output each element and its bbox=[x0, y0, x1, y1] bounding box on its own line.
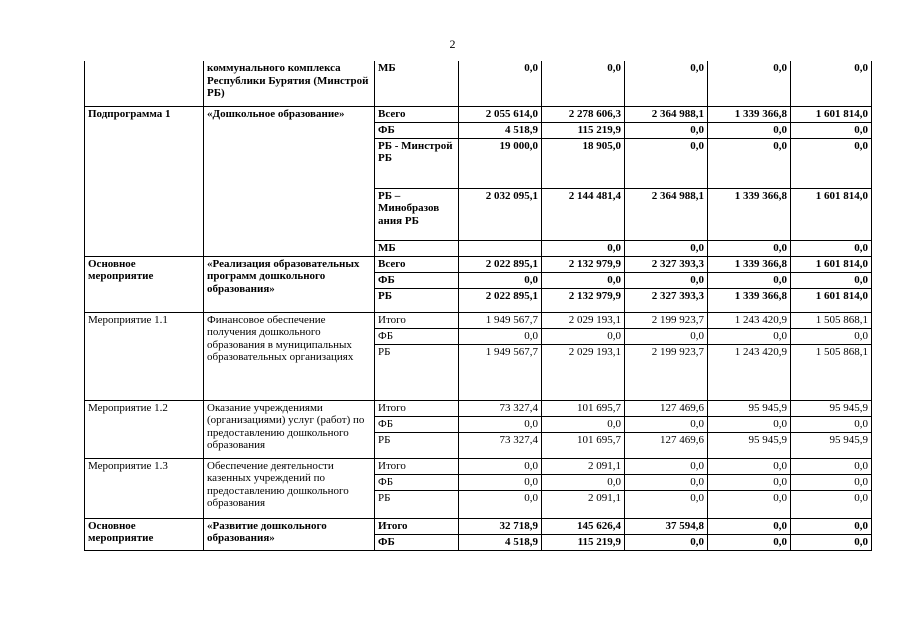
amount-cell-2: 145 626,4 bbox=[542, 518, 625, 534]
amount-cell-1: 0,0 bbox=[459, 272, 542, 288]
budget-table-body bbox=[85, 61, 872, 550]
amount-cell-1 bbox=[459, 240, 542, 256]
amount-cell-5: 0,0 bbox=[791, 534, 872, 550]
page-number: 2 bbox=[449, 37, 456, 51]
table-row bbox=[85, 312, 872, 328]
program-level-cell: Основное мероприятие bbox=[85, 256, 204, 312]
amount-cell-2: 2 132 979,9 bbox=[542, 288, 625, 312]
program-name-cell: Обеспечение деятельности казенных учреждений по предоставлению дошкольного образования bbox=[204, 458, 375, 518]
amount-cell-4: 0,0 bbox=[708, 490, 791, 518]
amount-cell-2: 0,0 bbox=[542, 328, 625, 344]
amount-cell-1: 0,0 bbox=[459, 416, 542, 432]
program-level-cell: Мероприятие 1.3 bbox=[85, 458, 204, 518]
amount-cell-2: 2 278 606,3 bbox=[542, 106, 625, 122]
amount-cell-1: 32 718,9 bbox=[459, 518, 542, 534]
amount-cell-5: 95 945,9 bbox=[791, 400, 872, 416]
amount-cell-1: 2 022 895,1 bbox=[459, 256, 542, 272]
amount-cell-4: 0,0 bbox=[708, 518, 791, 534]
amount-cell-4: 0,0 bbox=[708, 458, 791, 474]
amount-cell-1: 0,0 bbox=[459, 61, 542, 106]
funding-source-cell: РБ bbox=[375, 344, 459, 400]
amount-cell-4: 0,0 bbox=[708, 138, 791, 188]
amount-cell-5: 1 601 814,0 bbox=[791, 288, 872, 312]
amount-cell-4: 0,0 bbox=[708, 61, 791, 106]
amount-cell-5: 0,0 bbox=[791, 240, 872, 256]
program-name-cell: коммунального комплекса Республики Бурятия (Минстрой РБ) bbox=[204, 61, 375, 106]
amount-cell-1: 2 032 095,1 bbox=[459, 188, 542, 240]
funding-source-cell: Всего bbox=[375, 256, 459, 272]
amount-cell-1: 19 000,0 bbox=[459, 138, 542, 188]
table-row bbox=[85, 458, 872, 474]
amount-cell-3: 2 364 988,1 bbox=[625, 188, 708, 240]
amount-cell-4: 0,0 bbox=[708, 240, 791, 256]
amount-cell-5: 0,0 bbox=[791, 458, 872, 474]
amount-cell-3: 127 469,6 bbox=[625, 400, 708, 416]
amount-cell-3: 2 199 923,7 bbox=[625, 312, 708, 328]
program-level-cell: Подпрограмма 1 bbox=[85, 106, 204, 256]
funding-source-cell: МБ bbox=[375, 61, 459, 106]
amount-cell-2: 2 029 193,1 bbox=[542, 344, 625, 400]
amount-cell-4: 0,0 bbox=[708, 474, 791, 490]
funding-source-cell: Итого bbox=[375, 400, 459, 416]
funding-source-cell: Итого bbox=[375, 518, 459, 534]
program-level-cell: Мероприятие 1.1 bbox=[85, 312, 204, 400]
amount-cell-2: 0,0 bbox=[542, 474, 625, 490]
amount-cell-2: 115 219,9 bbox=[542, 534, 625, 550]
program-level-cell: Основное мероприятие bbox=[85, 518, 204, 550]
table-row bbox=[85, 61, 872, 106]
amount-cell-2: 2 091,1 bbox=[542, 458, 625, 474]
amount-cell-3: 2 364 988,1 bbox=[625, 106, 708, 122]
amount-cell-1: 0,0 bbox=[459, 474, 542, 490]
funding-source-cell: ФБ bbox=[375, 272, 459, 288]
funding-source-cell: ФБ bbox=[375, 122, 459, 138]
amount-cell-4: 0,0 bbox=[708, 416, 791, 432]
amount-cell-4: 0,0 bbox=[708, 122, 791, 138]
amount-cell-5: 0,0 bbox=[791, 272, 872, 288]
amount-cell-2: 2 144 481,4 bbox=[542, 188, 625, 240]
amount-cell-3: 0,0 bbox=[625, 534, 708, 550]
budget-table bbox=[84, 61, 872, 551]
funding-source-cell: МБ bbox=[375, 240, 459, 256]
amount-cell-2: 2 132 979,9 bbox=[542, 256, 625, 272]
amount-cell-5: 1 505 868,1 bbox=[791, 312, 872, 328]
amount-cell-2: 101 695,7 bbox=[542, 400, 625, 416]
funding-source-cell: ФБ bbox=[375, 474, 459, 490]
funding-source-cell: ФБ bbox=[375, 416, 459, 432]
funding-source-cell: РБ - Минстрой РБ bbox=[375, 138, 459, 188]
funding-source-cell: ФБ bbox=[375, 328, 459, 344]
funding-source-cell: РБ bbox=[375, 490, 459, 518]
amount-cell-3: 0,0 bbox=[625, 122, 708, 138]
amount-cell-4: 0,0 bbox=[708, 328, 791, 344]
amount-cell-4: 0,0 bbox=[708, 272, 791, 288]
amount-cell-2: 0,0 bbox=[542, 61, 625, 106]
amount-cell-2: 0,0 bbox=[542, 272, 625, 288]
amount-cell-4: 95 945,9 bbox=[708, 432, 791, 458]
program-name-cell: Финансовое обеспечение получения дошкольного образования в муниципальных образовательных организациях bbox=[204, 312, 375, 400]
funding-source-cell: Итого bbox=[375, 458, 459, 474]
amount-cell-1: 1 949 567,7 bbox=[459, 312, 542, 328]
table-row bbox=[85, 256, 872, 272]
amount-cell-3: 0,0 bbox=[625, 458, 708, 474]
table-row bbox=[85, 400, 872, 416]
amount-cell-5: 0,0 bbox=[791, 328, 872, 344]
table-row bbox=[85, 518, 872, 534]
funding-source-cell: РБ – Минобразов ания РБ bbox=[375, 188, 459, 240]
amount-cell-3: 127 469,6 bbox=[625, 432, 708, 458]
amount-cell-5: 0,0 bbox=[791, 474, 872, 490]
amount-cell-5: 1 505 868,1 bbox=[791, 344, 872, 400]
amount-cell-4: 1 243 420,9 bbox=[708, 344, 791, 400]
amount-cell-1: 4 518,9 bbox=[459, 122, 542, 138]
amount-cell-4: 1 339 366,8 bbox=[708, 288, 791, 312]
amount-cell-3: 2 327 393,3 bbox=[625, 256, 708, 272]
amount-cell-5: 0,0 bbox=[791, 490, 872, 518]
amount-cell-2: 18 905,0 bbox=[542, 138, 625, 188]
amount-cell-3: 0,0 bbox=[625, 328, 708, 344]
amount-cell-1: 0,0 bbox=[459, 490, 542, 518]
amount-cell-5: 1 601 814,0 bbox=[791, 106, 872, 122]
program-name-cell: Оказание учреждениями (организациями) услуг (работ) по предоставлению дошкольного образования bbox=[204, 400, 375, 458]
amount-cell-3: 0,0 bbox=[625, 490, 708, 518]
amount-cell-3: 0,0 bbox=[625, 61, 708, 106]
amount-cell-1: 1 949 567,7 bbox=[459, 344, 542, 400]
amount-cell-3: 0,0 bbox=[625, 138, 708, 188]
amount-cell-1: 2 055 614,0 bbox=[459, 106, 542, 122]
amount-cell-5: 95 945,9 bbox=[791, 432, 872, 458]
program-name-cell: «Реализация образовательных программ дошкольного образования» bbox=[204, 256, 375, 312]
program-level-cell bbox=[85, 61, 204, 106]
amount-cell-4: 95 945,9 bbox=[708, 400, 791, 416]
amount-cell-3: 37 594,8 bbox=[625, 518, 708, 534]
amount-cell-5: 0,0 bbox=[791, 416, 872, 432]
amount-cell-5: 0,0 bbox=[791, 518, 872, 534]
funding-source-cell: РБ bbox=[375, 288, 459, 312]
amount-cell-3: 0,0 bbox=[625, 474, 708, 490]
amount-cell-4: 0,0 bbox=[708, 534, 791, 550]
amount-cell-4: 1 243 420,9 bbox=[708, 312, 791, 328]
funding-source-cell: ФБ bbox=[375, 534, 459, 550]
funding-source-cell: Итого bbox=[375, 312, 459, 328]
amount-cell-5: 0,0 bbox=[791, 122, 872, 138]
amount-cell-5: 1 601 814,0 bbox=[791, 256, 872, 272]
amount-cell-1: 73 327,4 bbox=[459, 400, 542, 416]
amount-cell-5: 1 601 814,0 bbox=[791, 188, 872, 240]
amount-cell-5: 0,0 bbox=[791, 61, 872, 106]
amount-cell-4: 1 339 366,8 bbox=[708, 106, 791, 122]
amount-cell-1: 73 327,4 bbox=[459, 432, 542, 458]
amount-cell-4: 1 339 366,8 bbox=[708, 256, 791, 272]
amount-cell-2: 115 219,9 bbox=[542, 122, 625, 138]
table-row bbox=[85, 106, 872, 122]
amount-cell-1: 2 022 895,1 bbox=[459, 288, 542, 312]
program-level-cell: Мероприятие 1.2 bbox=[85, 400, 204, 458]
amount-cell-2: 101 695,7 bbox=[542, 432, 625, 458]
amount-cell-2: 0,0 bbox=[542, 416, 625, 432]
amount-cell-3: 0,0 bbox=[625, 272, 708, 288]
amount-cell-5: 0,0 bbox=[791, 138, 872, 188]
amount-cell-1: 0,0 bbox=[459, 458, 542, 474]
amount-cell-1: 4 518,9 bbox=[459, 534, 542, 550]
amount-cell-1: 0,0 bbox=[459, 328, 542, 344]
amount-cell-2: 0,0 bbox=[542, 240, 625, 256]
program-name-cell: «Дошкольное образование» bbox=[204, 106, 375, 256]
amount-cell-3: 2 199 923,7 bbox=[625, 344, 708, 400]
program-name-cell: «Развитие дошкольного образования» bbox=[204, 518, 375, 550]
funding-source-cell: РБ bbox=[375, 432, 459, 458]
amount-cell-3: 0,0 bbox=[625, 240, 708, 256]
amount-cell-4: 1 339 366,8 bbox=[708, 188, 791, 240]
amount-cell-3: 2 327 393,3 bbox=[625, 288, 708, 312]
amount-cell-3: 0,0 bbox=[625, 416, 708, 432]
amount-cell-2: 2 091,1 bbox=[542, 490, 625, 518]
amount-cell-2: 2 029 193,1 bbox=[542, 312, 625, 328]
funding-source-cell: Всего bbox=[375, 106, 459, 122]
